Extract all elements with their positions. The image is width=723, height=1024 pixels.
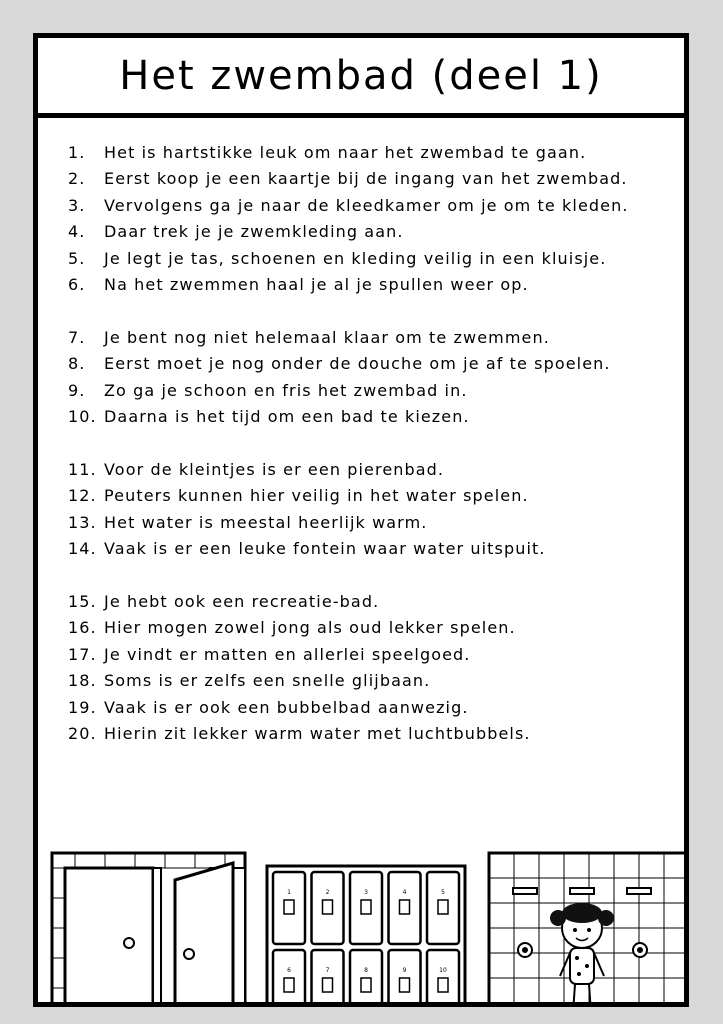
sentence-group [68,588,668,747]
locker [427,872,459,944]
sentence-number: 6. [68,275,86,295]
locker-number: 9 [402,967,407,974]
sentence-text: Eerst moet je nog onder de douche om je af te spoelen. [104,354,611,374]
locker-number: 4 [402,889,407,896]
sentence-line [68,668,668,695]
sentence-line [68,324,668,351]
sentence-line [68,219,668,246]
sentence-number: 1. [68,142,86,162]
locker-number: 2 [325,889,330,896]
sentence-group [68,456,668,562]
locker [273,950,305,1007]
sentence-number: 7. [68,327,86,347]
sentence-number: 16. [68,618,97,638]
sentence-number: 19. [68,697,97,717]
sentence-number: 17. [68,644,97,664]
illustration [33,808,689,1007]
sentence-line [68,351,668,378]
sentence-number: 12. [68,486,97,506]
locker-number: 7 [325,967,330,974]
locker-number: 8 [364,967,368,974]
sentence-list [68,139,668,773]
locker [312,872,344,944]
lockers-icon [267,866,465,1007]
sentence-number: 3. [68,195,86,215]
worksheet [33,33,689,1007]
sentence-text: Voor de kleintjes is er een pierenbad. [104,459,445,479]
sentence-text: Daarna is het tijd om een bad te kiezen. [104,407,470,427]
sentence-line [68,377,668,404]
sentence-text: Het is hartstikke leuk om naar het zwembad te gaan. [104,142,587,162]
sentence-text: Peuters kunnen hier veilig in het water spelen. [104,486,529,506]
sentence-text: Je vindt er matten en allerlei speelgoed. [104,644,471,664]
locker-number: 10 [439,967,447,974]
sentence-text: Het water is meestal heerlijk warm. [104,512,428,532]
sentence-text: Hierin zit lekker warm water met luchtbubbels. [104,724,531,744]
locker [273,872,305,944]
sentence-group [68,324,668,430]
sentence-line [68,245,668,272]
sentence-line [68,483,668,510]
sentence-line [68,694,668,721]
locker [312,950,344,1007]
sentence-line [68,192,668,219]
locker [350,872,382,944]
locker-number: 5 [441,889,445,896]
locker [350,950,382,1007]
sentence-text: Zo ga je schoon en fris het zwembad in. [104,380,468,400]
locker-number: 3 [364,889,368,896]
sentence-line [68,272,668,299]
sentence-number: 20. [68,724,97,744]
sentence-line [68,615,668,642]
sentence-text: Vaak is er ook een bubbelbad aanwezig. [104,697,469,717]
sentence-number: 14. [68,539,97,559]
sentence-line [68,536,668,563]
sentence-number: 13. [68,512,97,532]
title-box [38,38,684,118]
sentence-number: 5. [68,248,86,268]
sentence-number: 18. [68,671,97,691]
sentence-text: Je legt je tas, schoenen en kleding veilig in een kluisje. [104,248,607,268]
sentence-text: Je bent nog niet helemaal klaar om te zwemmen. [104,327,550,347]
changing-cabin-icon [33,853,267,1007]
sentence-number: 11. [68,459,97,479]
locker-number: 1 [287,889,291,896]
sentence-text: Daar trek je je zwemkleding aan. [104,222,404,242]
sentence-text: Je hebt ook een recreatie-bad. [104,591,380,611]
sentence-number: 2. [68,169,86,189]
locker [427,950,459,1007]
shower-girl-icon [467,853,689,1007]
sentence-group [68,139,668,298]
locker [389,872,421,944]
locker-number: 6 [287,967,291,974]
sentence-line [68,721,668,748]
sentence-line [68,404,668,431]
sentence-line [68,166,668,193]
sentence-text: Eerst koop je een kaartje bij de ingang van het zwembad. [104,169,628,189]
sentence-number: 15. [68,591,97,611]
sentence-number: 10. [68,407,97,427]
sentence-text: Vervolgens ga je naar de kleedkamer om je om te kleden. [104,195,629,215]
sentence-text: Vaak is er een leuke fontein waar water uitspuit. [104,539,546,559]
sentence-line [68,456,668,483]
sentence-line [68,641,668,668]
locker [389,950,421,1007]
sentence-line [68,588,668,615]
sentence-text: Na het zwemmen haal je al je spullen weer op. [104,275,529,295]
sentence-text: Soms is er zelfs een snelle glijbaan. [104,671,431,691]
sentence-line [68,139,668,166]
sentence-number: 8. [68,354,86,374]
sentence-number: 9. [68,380,86,400]
page-title: Het zwembad (deel 1) [119,52,603,99]
sentence-text: Hier mogen zowel jong als oud lekker spelen. [104,618,516,638]
sentence-number: 4. [68,222,86,242]
sentence-line [68,509,668,536]
